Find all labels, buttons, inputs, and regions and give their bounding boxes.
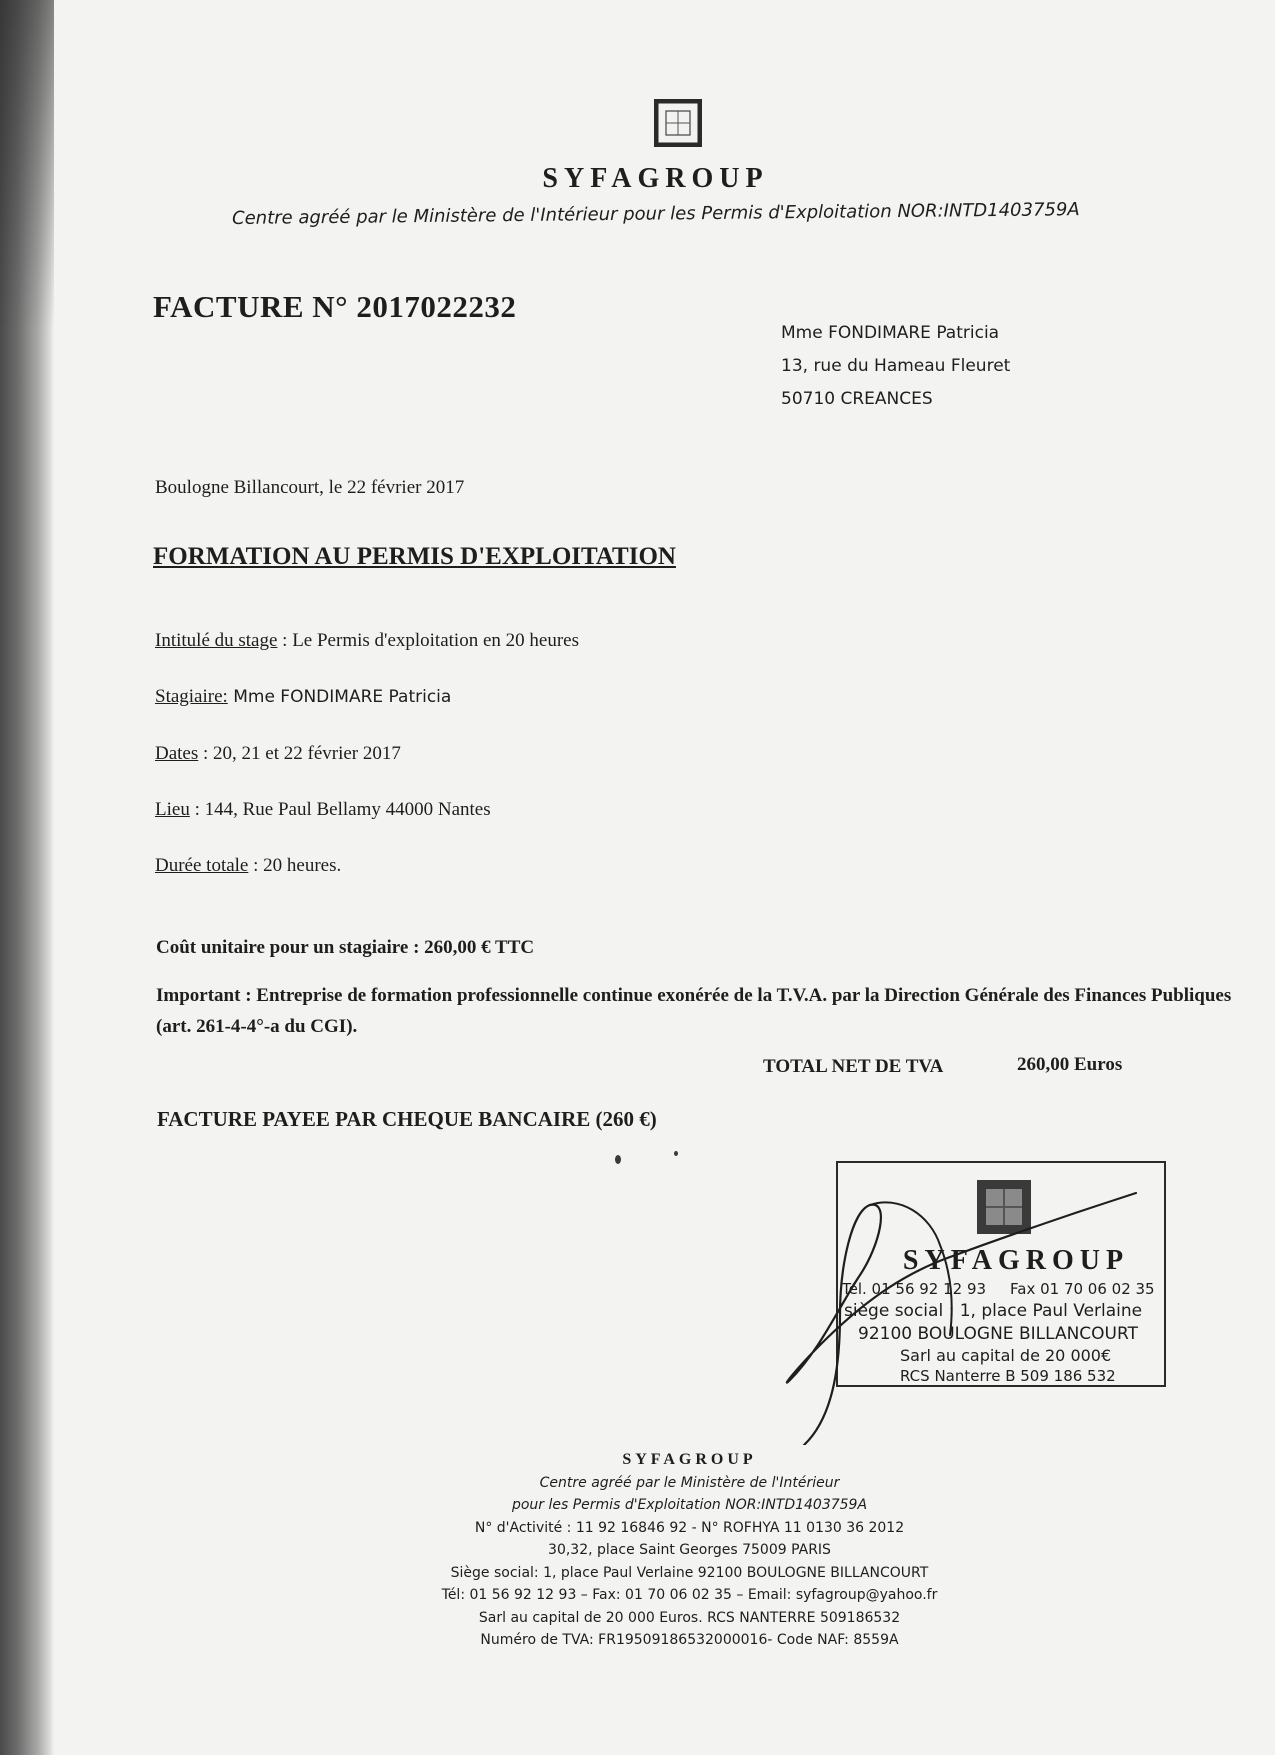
- recipient-name: Mme FONDIMARE Patricia: [781, 323, 1000, 343]
- training-heading: FORMATION AU PERMIS D'EXPLOITATION: [153, 543, 676, 570]
- ink-speck: [674, 1151, 678, 1156]
- footer-line: Siège social: 1, place Paul Verlaine 92100 BOULOGNE BILLANCOURT: [450, 1564, 929, 1581]
- footer-line: Centre agréé par le Ministère de l'Intérieur: [539, 1474, 840, 1491]
- footer-line: 30,32, place Saint Georges 75009 PARIS: [548, 1542, 831, 1558]
- invoice-title: FACTURE N° 2017022232: [153, 289, 517, 324]
- dates-value: : 20, 21 et 22 février 2017: [198, 743, 401, 764]
- invoice-place-date: Boulogne Billancourt, le 22 février 2017: [155, 477, 465, 498]
- duration-value: : 20 heures.: [248, 855, 342, 876]
- footer-company-name: SYFAGROUP: [622, 1451, 757, 1468]
- payment-note: FACTURE PAYEE PAR CHEQUE BANCAIRE (260 €): [157, 1107, 657, 1131]
- stamp-capital: Sarl au capital de 20 000€: [900, 1346, 1112, 1365]
- footer-line: Sarl au capital de 20 000 Euros. RCS NANTERRE 509186532: [478, 1609, 901, 1626]
- recipient-address: [781, 317, 1010, 416]
- stamp-rcs: RCS Nanterre B 509 186 532: [900, 1367, 1116, 1385]
- unit-cost: Coût unitaire pour un stagiaire : 260,00 € TTC: [156, 937, 535, 958]
- place-label: Lieu: [155, 799, 190, 820]
- total-value: 260,00 Euros: [1017, 1054, 1123, 1075]
- stamp-city: 92100 BOULOGNE BILLANCOURT: [858, 1324, 1138, 1344]
- company-tagline: Centre agréé par le Ministère de l'Intérieur pour les Permis d'Exploitation NOR:INTD1403759A: [232, 199, 1080, 229]
- trainee-label: Stagiaire:: [155, 686, 228, 707]
- ink-speck: [615, 1155, 621, 1164]
- place-field: [155, 799, 491, 821]
- place-value: : 144, Rue Paul Bellamy 44000 Nantes: [189, 799, 491, 820]
- stamp-company-name: SYFAGROUP: [902, 1245, 1130, 1276]
- dates-field: [155, 743, 401, 765]
- company-name: SYFAGROUP: [542, 163, 769, 194]
- stamp-fax: Fax 01 70 06 02 35: [1010, 1280, 1155, 1298]
- course-value: : Le Permis d'exploitation en 20 heures: [277, 630, 579, 651]
- duration-label: Durée totale: [155, 855, 249, 876]
- stamp-seat: siège social : 1, place Paul Verlaine: [844, 1301, 1143, 1321]
- footer-line: Tél: 01 56 92 12 93 – Fax: 01 70 06 02 35 – Email: syfagroup@yahoo.fr: [441, 1587, 938, 1603]
- footer-line: pour les Permis d'Exploitation NOR:INTD1403759A: [511, 1497, 868, 1513]
- footer-line: Numéro de TVA: FR19509186532000016- Code NAF: 8559A: [480, 1632, 899, 1648]
- handwritten-signature: [780, 1185, 1160, 1445]
- total-label: TOTAL NET DE TVA: [763, 1056, 944, 1077]
- footer-line: N° d'Activité : 11 92 16846 92 - N° ROFHYA 11 0130 36 2012: [474, 1519, 905, 1536]
- trainee-value: Mme FONDIMARE Patricia: [227, 687, 452, 707]
- vat-exemption-note: Important : Entreprise de formation professionnelle continue exonérée de la T.V.A. par la Direction Générale des Finances Publiques (art. 261-4-4°-a du CGI).: [156, 985, 1232, 1037]
- recipient-street: 13, rue du Hameau Fleuret: [781, 356, 1011, 376]
- trainee-field: [155, 686, 451, 708]
- dates-label: Dates: [155, 743, 199, 764]
- duration-field: [155, 855, 341, 877]
- stamp-phone: Tél. 01 56 92 12 93: [842, 1280, 987, 1298]
- course-label: Intitulé du stage: [155, 630, 278, 651]
- company-logo-icon: [654, 99, 702, 147]
- recipient-city: 50710 CREANCES: [781, 389, 933, 409]
- course-field: [155, 630, 579, 652]
- company-footer: [0, 1449, 1275, 1652]
